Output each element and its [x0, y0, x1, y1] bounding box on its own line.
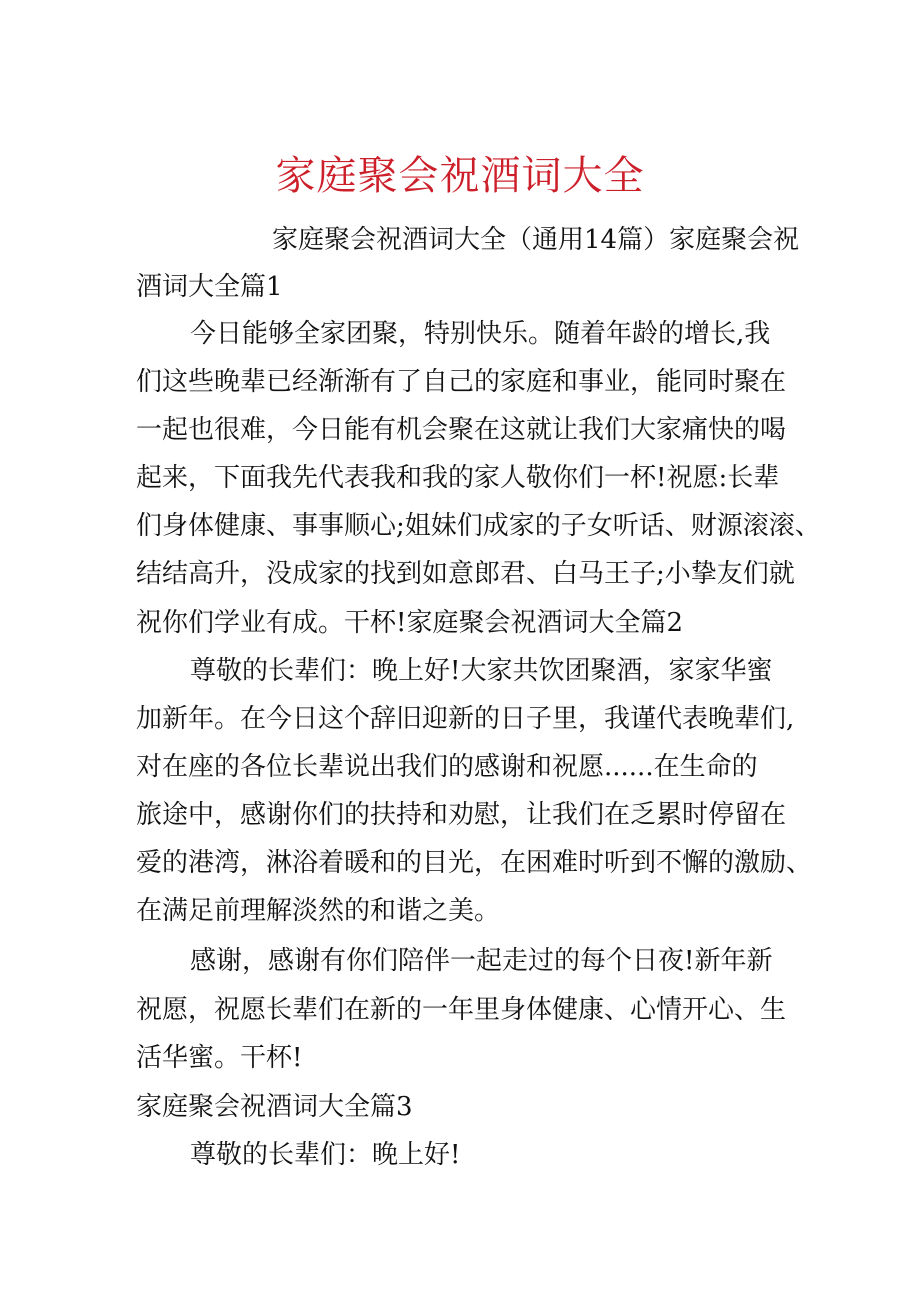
section-3-heading: 家庭聚会祝酒词大全篇3: [136, 1092, 413, 1122]
paragraph-1-line-6: 结结高升，没成家的找到如意郎君、白马王子;小挚友们就: [136, 559, 795, 589]
paragraph-1-line-3: 一起也很难，今日能有机会聚在这就让我们大家痛快的喝: [136, 415, 787, 445]
paragraph-1-line-7: 祝你们学业有成。干杯!家庭聚会祝酒词大全篇2: [136, 608, 683, 638]
paragraph-2-line-5: 爱的港湾，淋浴着暖和的目光，在困难时听到不懈的激励、: [136, 848, 813, 878]
paragraph-3-line-1: 感谢，感谢有你们陪伴一起走过的每个日夜!新年新: [190, 946, 773, 976]
paragraph-1-line-2: 们这些晚辈已经渐渐有了自己的家庭和事业，能同时聚在: [136, 367, 787, 397]
document-title: 家庭聚会祝酒词大全: [275, 153, 645, 199]
paragraph-1-line-5: 们身体健康、事事顺心;姐妹们成家的子女听话、财源滚滚、: [136, 511, 821, 541]
paragraph-4-line-1: 尊敬的长辈们：晚上好!: [190, 1140, 461, 1170]
intro-line-2: 酒词大全篇1: [136, 272, 283, 302]
paragraph-2-line-2: 加新年。在今日这个辞旧迎新的日子里，我谨代表晚辈们,: [136, 704, 795, 734]
paragraph-1-line-1: 今日能够全家团聚，特别快乐。随着年龄的增长,我: [190, 319, 771, 349]
paragraph-2-line-1: 尊敬的长辈们：晚上好!大家共饮团聚酒，家家华蜜: [190, 656, 773, 686]
paragraph-2-line-6: 在满足前理解淡然的和谐之美。: [136, 896, 501, 926]
intro-line-1: 家庭聚会祝酒词大全（通用14篇）家庭聚会祝: [272, 225, 800, 255]
paragraph-2-line-4: 旅途中，感谢你们的扶持和劝慰，让我们在乏累时停留在: [136, 800, 787, 830]
paragraph-3-line-2: 祝愿，祝愿长辈们在新的一年里身体健康、心情开心、生: [136, 995, 787, 1025]
paragraph-1-line-4: 起来，下面我先代表我和我的家人敬你们一杯!祝愿:长辈: [136, 463, 780, 493]
paragraph-3-line-3: 活华蜜。干杯!: [136, 1043, 303, 1073]
paragraph-2-line-3: 对在座的各位长辈说出我们的感谢和祝愿......在生命的: [136, 752, 758, 782]
